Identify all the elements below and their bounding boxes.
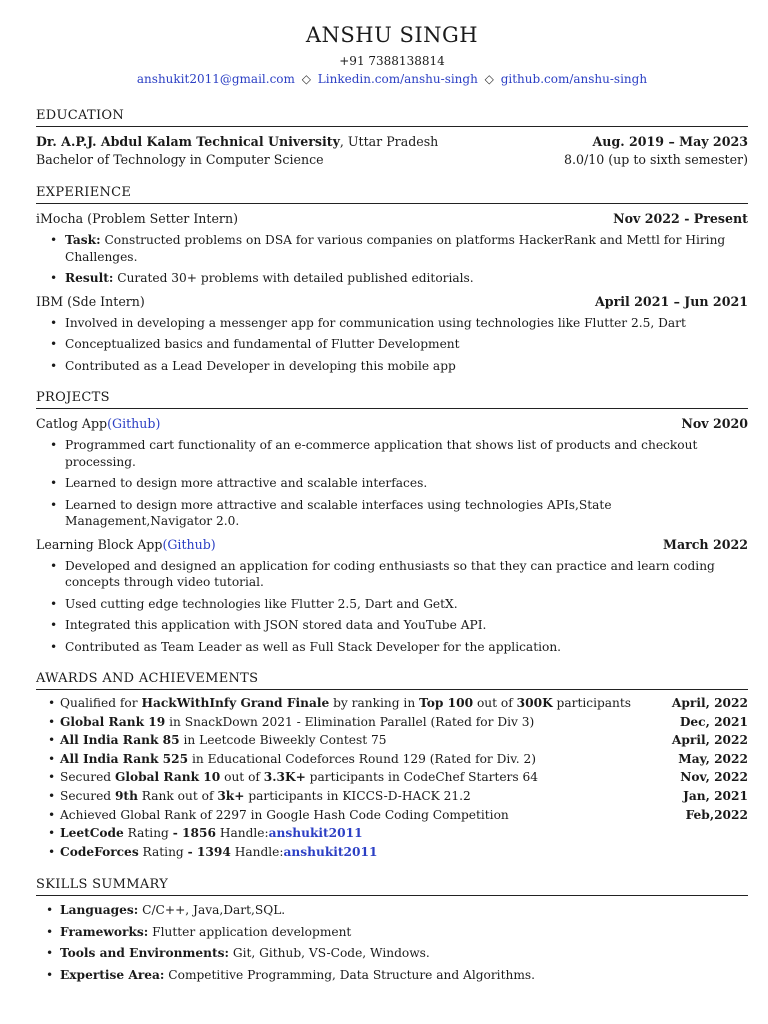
award-text: in Educational Codeforces Round 129 (Rated for Div. 2) xyxy=(188,751,536,766)
list-item xyxy=(48,750,748,769)
candidate-name: ANSHU SINGH xyxy=(305,23,479,47)
list-item xyxy=(48,768,748,787)
award-text: participants xyxy=(552,696,632,710)
bullet-label: Result: xyxy=(65,271,114,285)
project-date: Nov 2020 xyxy=(681,416,748,431)
diamond-separator-icon: ◇ xyxy=(301,72,311,86)
codeforces-handle-link[interactable]: anshukit2011 xyxy=(283,844,378,859)
university-location: , Uttar Pradesh xyxy=(339,134,439,149)
diamond-separator-icon: ◇ xyxy=(484,72,494,86)
award-date: Nov, 2022 xyxy=(680,770,748,785)
list-item: • Contributed as Team Leader as well as Full Stack Developer for the application. xyxy=(50,639,748,656)
section-title-skills: SKILLS SUMMARY xyxy=(36,877,748,896)
list-item: • Learned to design more attractive and scalable interfaces. xyxy=(50,475,748,492)
job-header-ibm xyxy=(36,293,748,311)
award-text: in SnackDown 2021 - Elimination Parallel (Rated for Div 3) xyxy=(165,714,535,729)
award-text: Secured xyxy=(60,788,115,803)
award-highlight: CodeForces xyxy=(60,844,139,859)
award-text: Rating xyxy=(123,826,173,841)
list-item xyxy=(50,232,748,265)
award-highlight: - 1394 xyxy=(187,844,231,859)
contact-links xyxy=(36,70,748,88)
award-text: Qualified for xyxy=(60,696,142,710)
bullet-text: Curated 30+ problems with detailed published editorials. xyxy=(113,271,474,285)
list-item: • Conceptualized basics and fundamental of Flutter Development xyxy=(50,336,748,353)
education-row-1 xyxy=(36,133,748,151)
project-bullets-catlog xyxy=(36,437,748,530)
list-item: • Learned to design more attractive and scalable interfaces using technologies APIs,State Management,Navigator 2.0. xyxy=(50,497,748,530)
list-item: • Programmed cart functionality of an e-commerce application that shows list of products and checkout processing. xyxy=(50,437,748,470)
award-text: by ranking in xyxy=(329,696,420,710)
list-item xyxy=(48,806,748,825)
list-item: • Integrated this application with JSON stored data and YouTube API. xyxy=(50,617,748,634)
award-highlight: All India Rank 85 xyxy=(60,733,180,748)
award-text: Secured xyxy=(60,770,115,785)
award-highlight: Top 100 xyxy=(419,696,474,710)
award-highlight: All India Rank 525 xyxy=(60,751,189,766)
award-highlight: 3.3K+ xyxy=(263,770,306,785)
skill-text: C/C++, Java,Dart,SQL. xyxy=(138,903,286,918)
skill-text: Git, Github, VS-Code, Windows. xyxy=(228,946,430,961)
award-date: April, 2022 xyxy=(671,733,748,748)
project-name: Catlog App xyxy=(36,416,108,431)
job-header-imocha xyxy=(36,210,748,228)
phone-number: +91 7388138814 xyxy=(339,54,445,68)
section-title-awards: AWARDS AND ACHIEVEMENTS xyxy=(36,671,748,690)
award-text: participants in CodeChef Starters 64 xyxy=(305,770,539,785)
list-item: • Developed and designed an application for coding enthusiasts so that they can practice and learn coding concepts through video tutorial. xyxy=(50,558,748,591)
award-date: Feb,2022 xyxy=(685,807,748,822)
list-item: • Used cutting edge technologies like Flutter 2.5, Dart and GetX. xyxy=(50,596,748,613)
award-text: Rating xyxy=(138,844,188,859)
award-highlight: - 1856 xyxy=(172,826,216,841)
award-text: out of xyxy=(220,770,264,785)
job-dates: April 2021 – Jun 2021 xyxy=(595,293,748,309)
list-item xyxy=(48,694,748,713)
list-item xyxy=(46,901,748,919)
project-bullets-learning-block xyxy=(36,558,748,656)
list-item xyxy=(48,731,748,750)
skill-text: Flutter application development xyxy=(148,924,352,939)
skill-text: Competitive Programming, Data Structure and Algorithms. xyxy=(164,967,536,982)
project-header-catlog xyxy=(36,415,748,433)
project-date: March 2022 xyxy=(663,536,748,552)
award-highlight: 3k+ xyxy=(217,788,245,803)
section-title-projects: PROJECTS xyxy=(36,390,748,409)
linkedin-link[interactable]: Linkedin.com/anshu-singh xyxy=(317,72,478,86)
section-title-education: EDUCATION xyxy=(36,108,748,127)
award-text: Rank out of xyxy=(137,788,218,803)
job-bullets-imocha xyxy=(36,232,748,287)
project-github-link[interactable]: (Github) xyxy=(107,416,161,431)
bullet-text: Constructed problems on DSA for various companies on platforms HackerRank and Mettl for Hiring Challenges. xyxy=(65,233,726,264)
bullet-label: Task: xyxy=(65,233,101,247)
skill-label: Frameworks: xyxy=(60,924,149,939)
list-item xyxy=(48,824,748,843)
award-text: Handle: xyxy=(230,844,284,859)
degree: Bachelor of Technology in Computer Science xyxy=(36,152,324,167)
list-item xyxy=(50,270,748,287)
leetcode-handle-link[interactable]: anshukit2011 xyxy=(268,826,363,841)
award-text: out of xyxy=(473,696,517,710)
job-bullets-ibm xyxy=(36,315,748,375)
university-name: Dr. A.P.J. Abdul Kalam Technical University xyxy=(36,134,340,149)
list-item xyxy=(46,966,748,984)
skill-label: Expertise Area: xyxy=(60,967,165,982)
award-highlight: 300K xyxy=(516,696,553,710)
award-date: April, 2022 xyxy=(671,696,748,710)
award-highlight: Global Rank 10 xyxy=(114,770,221,785)
award-text: • Achieved Global Rank of 2297 in Google Hash Code Coding Competition xyxy=(60,807,509,822)
section-title-experience: EXPERIENCE xyxy=(36,185,748,204)
award-date: Dec, 2021 xyxy=(679,714,748,729)
job-title: iMocha (Problem Setter Intern) xyxy=(36,211,238,226)
job-dates: Nov 2022 - Present xyxy=(613,211,748,226)
grade: 8.0/10 (up to sixth semester) xyxy=(563,152,748,167)
award-date: May, 2022 xyxy=(678,751,748,766)
list-item xyxy=(48,843,748,862)
list-item xyxy=(48,713,748,732)
award-text: in Leetcode Biweekly Contest 75 xyxy=(179,733,387,748)
awards-list xyxy=(36,694,748,861)
project-name: Learning Block App xyxy=(36,536,163,552)
award-date: Jan, 2021 xyxy=(683,788,748,803)
award-text: Handle: xyxy=(215,826,269,841)
award-highlight: HackWithInfy Grand Finale xyxy=(141,696,330,710)
project-header-learning-block xyxy=(36,536,748,554)
education-dates: Aug. 2019 – May 2023 xyxy=(592,134,748,149)
project-github-link[interactable]: (Github) xyxy=(162,536,216,552)
job-title: IBM (Sde Intern) xyxy=(36,293,145,309)
email-link[interactable]: anshukit2011@gmail.com xyxy=(136,72,295,86)
award-highlight: Global Rank 19 xyxy=(60,714,166,729)
skills-list xyxy=(36,901,748,984)
skill-label: Tools and Environments: xyxy=(60,946,229,961)
resume-header xyxy=(36,0,748,88)
github-link[interactable]: github.com/anshu-singh xyxy=(500,72,648,86)
skill-label: Languages: xyxy=(60,903,139,918)
list-item xyxy=(46,944,748,962)
list-item: • Involved in developing a messenger app for communication using technologies like Flutter 2.5, Dart xyxy=(50,315,748,332)
education-row-2 xyxy=(36,151,748,169)
list-item xyxy=(48,787,748,806)
list-item: • Contributed as a Lead Developer in developing this mobile app xyxy=(50,358,748,375)
award-highlight: 9th xyxy=(114,788,138,803)
award-highlight: LeetCode xyxy=(60,826,124,841)
list-item xyxy=(46,923,748,941)
award-text: participants in KICCS-D-HACK 21.2 xyxy=(244,788,471,803)
